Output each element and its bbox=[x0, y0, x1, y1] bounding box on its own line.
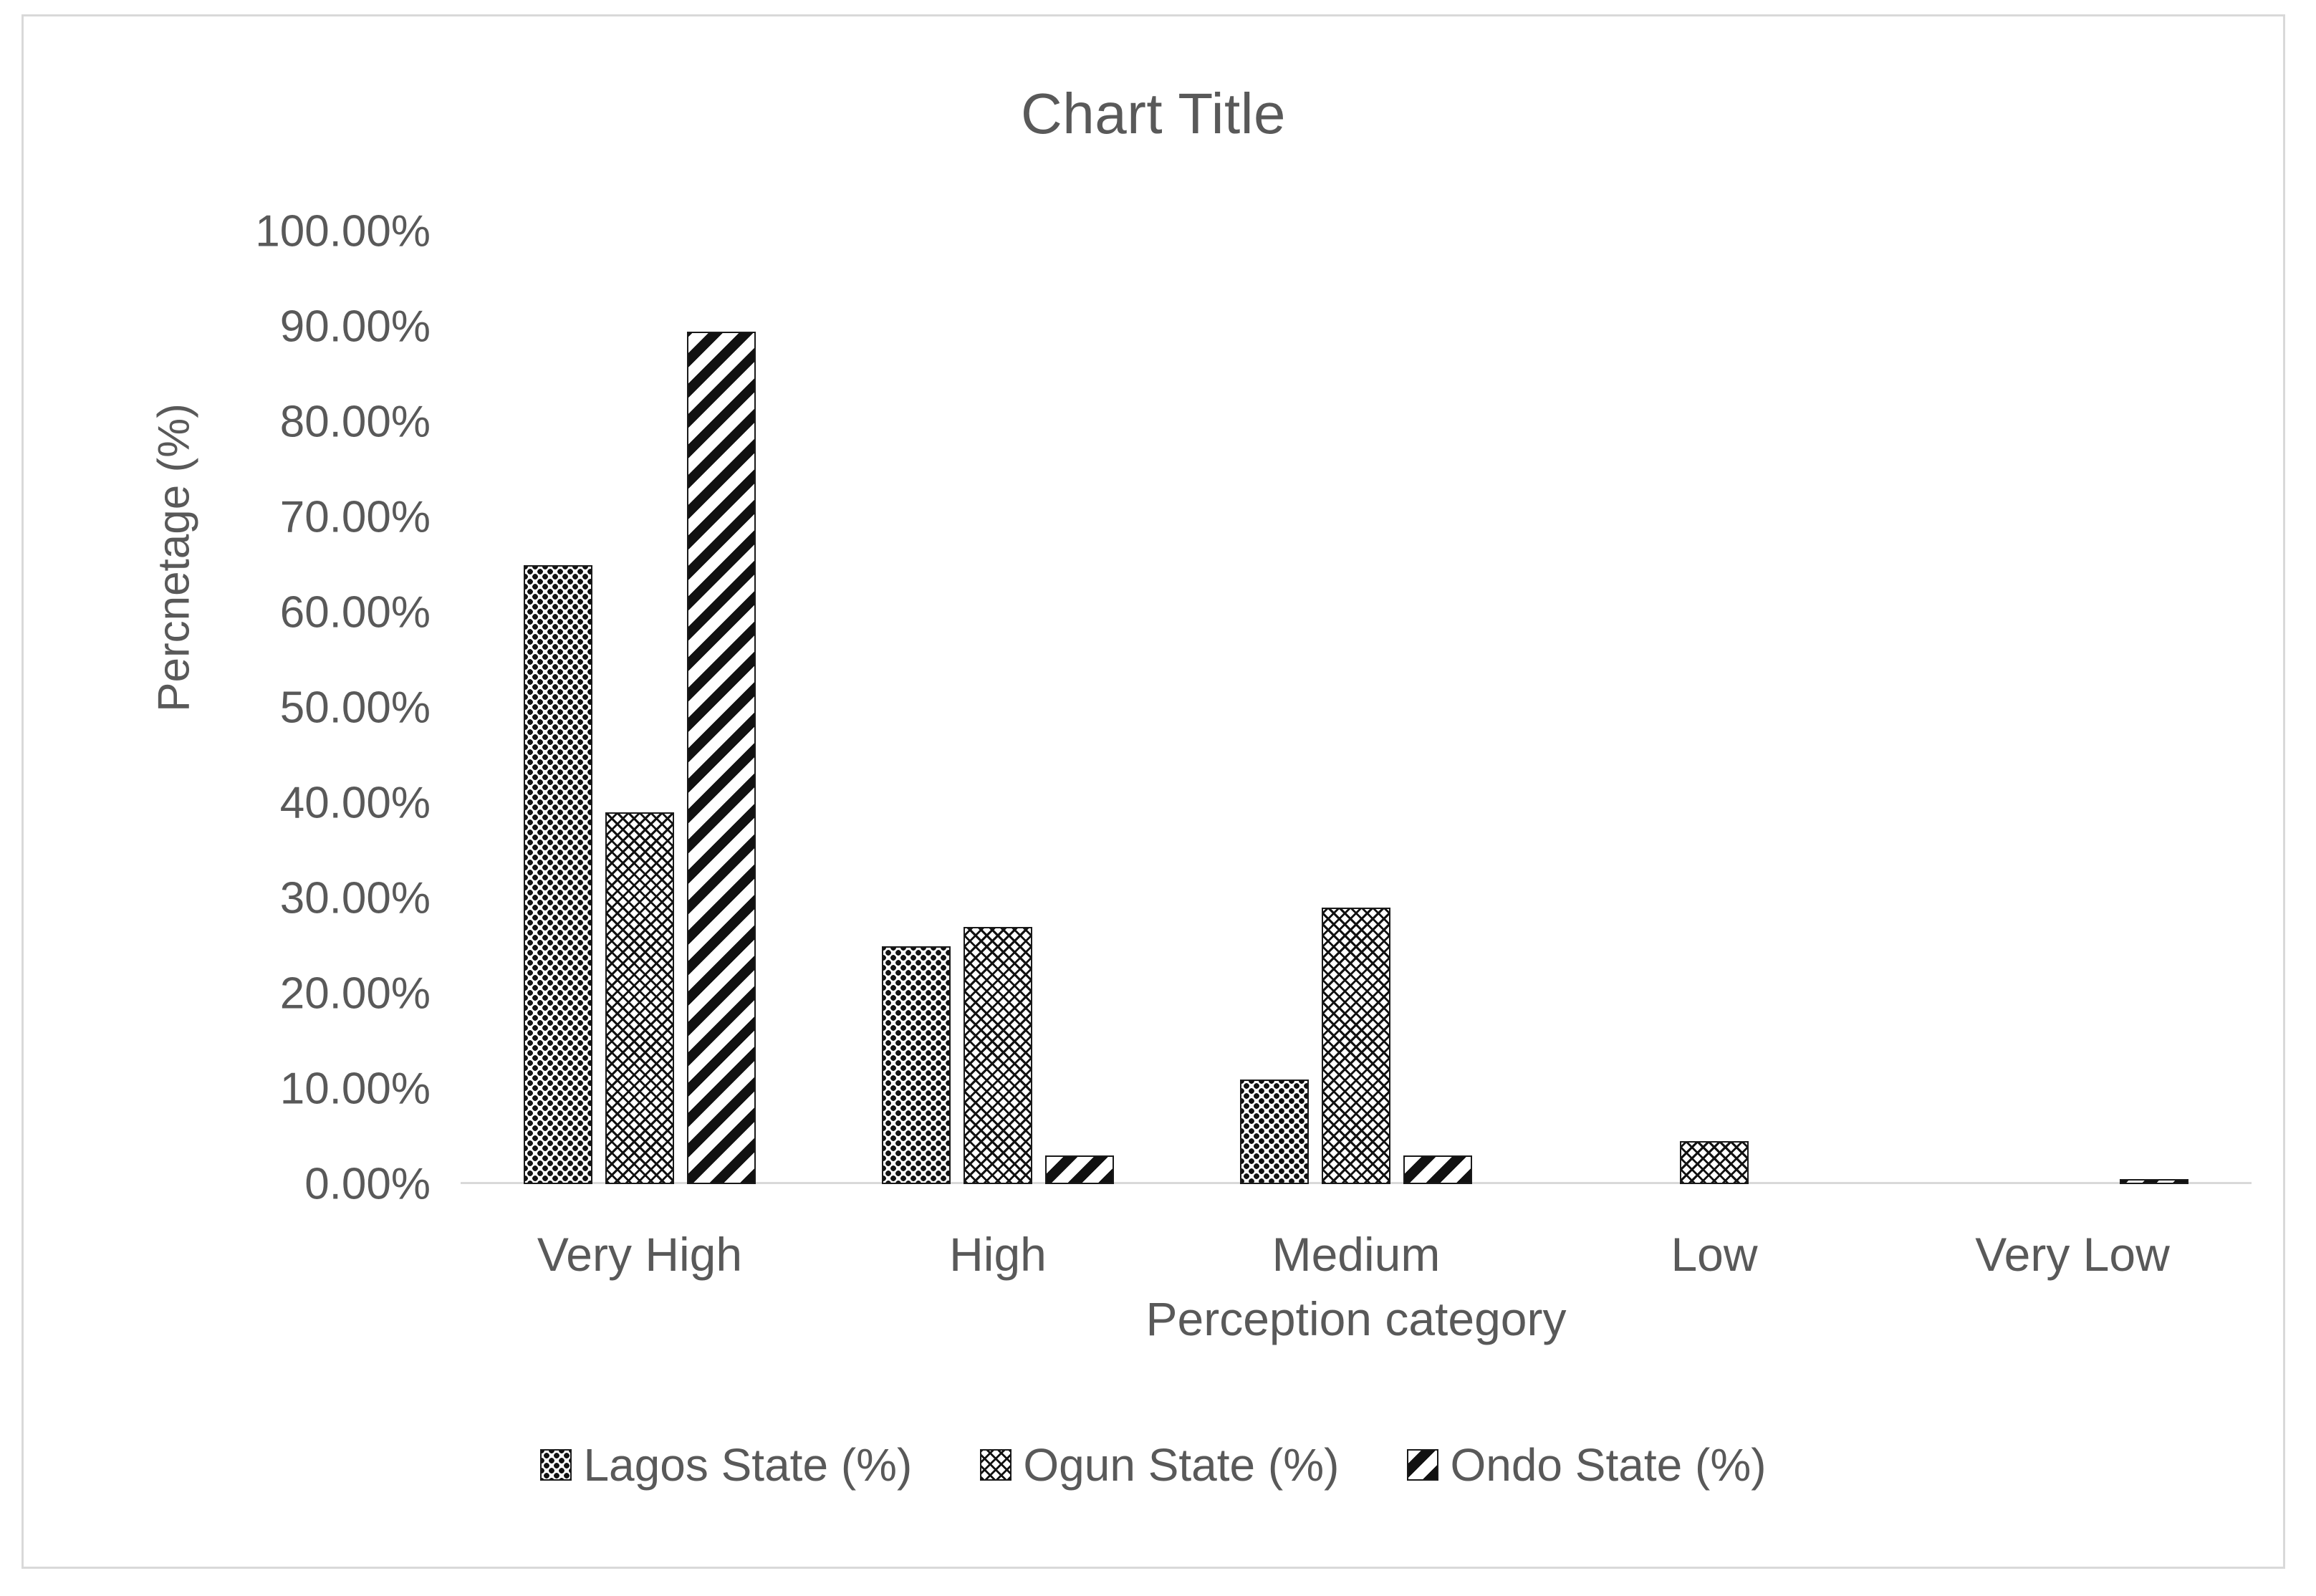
bar-cluster bbox=[1535, 231, 1893, 1184]
legend-item[interactable] bbox=[980, 1438, 1339, 1491]
y-axis-tick-label: 80.00% bbox=[279, 397, 431, 447]
x-axis-tick-label: Very High bbox=[537, 1228, 743, 1281]
y-axis-tick-labels bbox=[167, 206, 446, 1209]
y-axis-tick-label: 40.00% bbox=[279, 778, 431, 828]
category-group bbox=[461, 231, 819, 1281]
category-group bbox=[1893, 231, 2252, 1281]
legend-label: Lagos State (%) bbox=[583, 1439, 913, 1491]
y-axis-tick-label: 0.00% bbox=[304, 1159, 431, 1209]
x-axis-title: Perception category bbox=[1145, 1292, 1567, 1345]
bar[interactable] bbox=[2120, 1179, 2188, 1184]
bar[interactable] bbox=[882, 946, 951, 1185]
bar-cluster bbox=[1177, 231, 1535, 1184]
bar[interactable] bbox=[524, 565, 592, 1185]
x-axis-tick-label: Very Low bbox=[1975, 1228, 2170, 1281]
legend-label: Ogun State (%) bbox=[1023, 1439, 1340, 1491]
legend-item[interactable] bbox=[1407, 1438, 1766, 1491]
legend-item[interactable] bbox=[540, 1438, 912, 1491]
legend-swatch-icon bbox=[540, 1449, 572, 1481]
chart-legend bbox=[24, 1438, 2283, 1491]
y-axis-tick-label: 60.00% bbox=[279, 587, 431, 638]
category-group bbox=[819, 231, 1177, 1281]
bar-cluster bbox=[1893, 231, 2252, 1184]
bar[interactable] bbox=[605, 812, 674, 1184]
bar-cluster bbox=[819, 231, 1177, 1184]
chart-container bbox=[21, 14, 2285, 1569]
y-axis-tick-label: 20.00% bbox=[279, 968, 431, 1019]
bar[interactable] bbox=[1403, 1155, 1472, 1184]
legend-swatch-icon bbox=[1407, 1449, 1438, 1481]
y-axis-tick-label: 90.00% bbox=[279, 302, 431, 352]
y-axis-tick-label: 100.00% bbox=[255, 206, 431, 256]
bar[interactable] bbox=[1045, 1155, 1114, 1184]
y-axis-tick-label: 70.00% bbox=[279, 492, 431, 542]
bar[interactable] bbox=[1240, 1080, 1309, 1184]
chart-title: Chart Title bbox=[1020, 82, 1287, 145]
category-group bbox=[1177, 231, 1535, 1281]
y-axis-title: Percnetage (%) bbox=[149, 403, 199, 712]
legend-label: Ondo State (%) bbox=[1450, 1439, 1767, 1491]
x-axis-tick-label: Medium bbox=[1272, 1228, 1441, 1281]
x-axis-tick-label: Low bbox=[1671, 1228, 1758, 1281]
category-group bbox=[1535, 231, 1893, 1281]
bar[interactable] bbox=[1322, 908, 1390, 1184]
bar-cluster bbox=[461, 231, 819, 1184]
bar[interactable] bbox=[964, 927, 1032, 1184]
y-axis-tick-label: 30.00% bbox=[279, 873, 431, 923]
bar[interactable] bbox=[1680, 1141, 1749, 1184]
x-axis-tick-label: High bbox=[949, 1228, 1047, 1281]
y-axis-tick-label: 10.00% bbox=[279, 1064, 431, 1114]
plot-area bbox=[461, 231, 2252, 1281]
legend-swatch-icon bbox=[980, 1449, 1012, 1481]
bar[interactable] bbox=[687, 332, 756, 1184]
y-axis-tick-label: 50.00% bbox=[279, 683, 431, 733]
